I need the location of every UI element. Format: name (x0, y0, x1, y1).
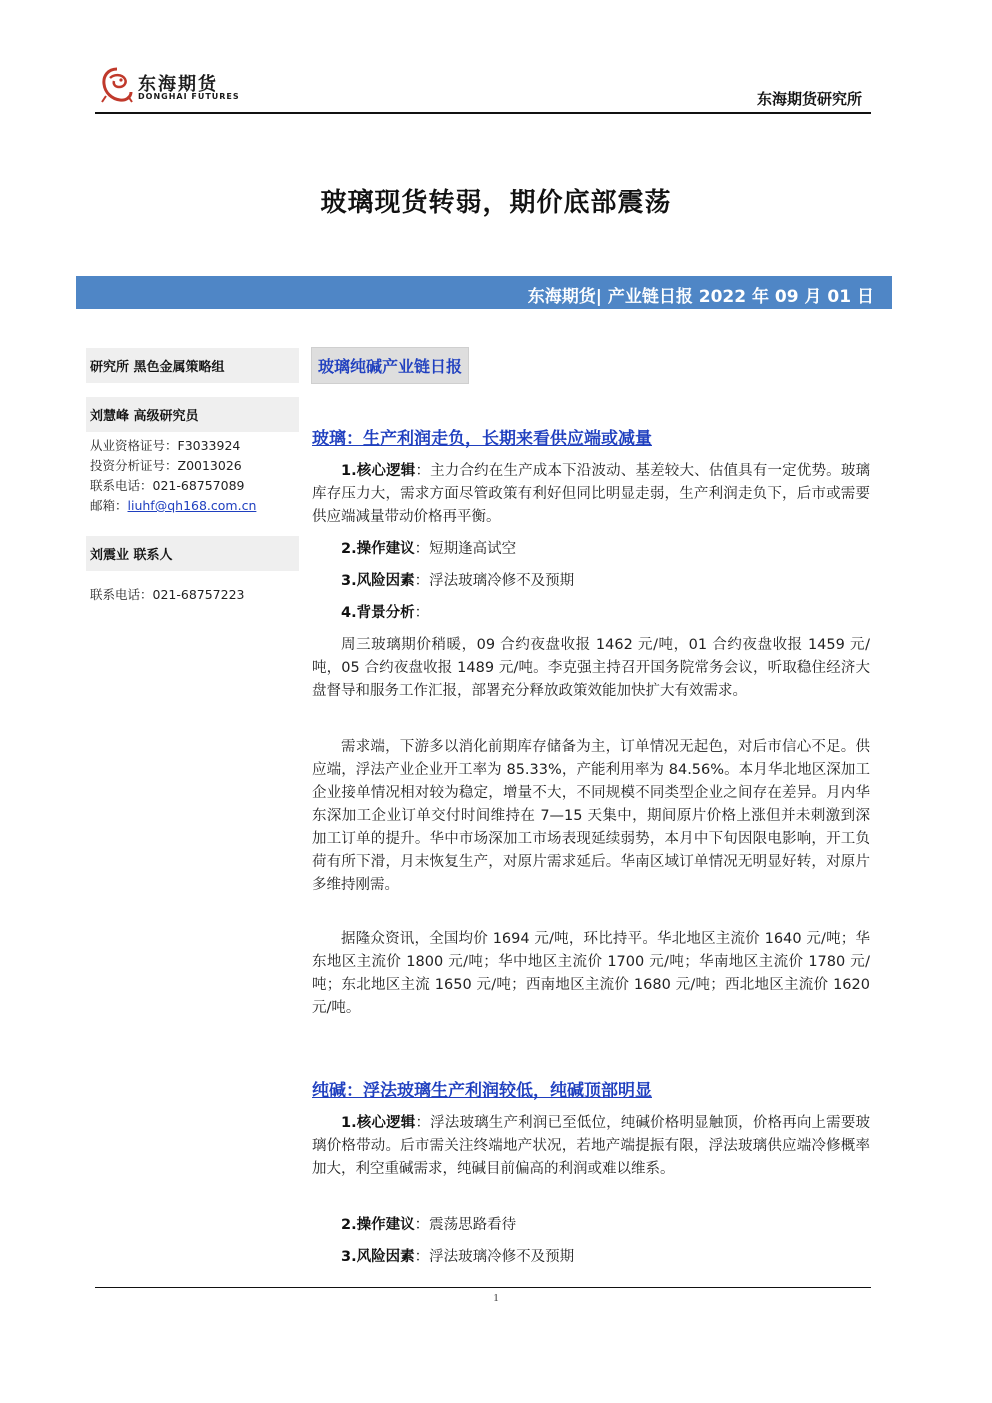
advice-text: ：短期逢高试空 (414, 541, 517, 557)
core-logic-label: 1.核心逻辑 (341, 463, 416, 479)
report-type-tag: 玻璃纯碱产业链日报 (311, 347, 469, 384)
glass-operation-advice (312, 538, 870, 561)
glass-background-para-1: 周三玻璃期价稍暖，09 合约夜盘收报 1462 元/吨，01 合约夜盘收报 1459 元/吨，05 合约夜盘收报 1489 元/吨。李克强主持召开国务院常务会议，听取稳住经济大盘督导和服务工作汇报，部署充分释放政策效能加快扩大有效需求。 (312, 637, 870, 699)
soda-core-logic-text: ：浮法玻璃生产利润已至低位，纯碱价格明显触顶，价格再向上需要玻璃价格带动。后市需关注终端地产状况，若地产端提振有限，浮法玻璃供应端冷修概率加大，利空重碱需求，纯碱目前偏高的利润或难以维系。 (312, 1115, 870, 1177)
report-banner (76, 276, 892, 309)
email-label: 邮箱： (90, 498, 128, 513)
glass-section-title[interactable]: 玻璃：生产利润走负，长期来看供应端或减量 (312, 429, 652, 449)
risk-text: ：浮法玻璃冷修不及预期 (414, 573, 575, 589)
investment-analysis-number: 投资分析证号：Z0013026 (90, 458, 242, 473)
logo-english-text: DONGHAI FUTURES (138, 92, 240, 101)
soda-section-title[interactable]: 纯碱：浮法玻璃生产利润较低，纯碱顶部明显 (312, 1081, 652, 1101)
research-group: 研究所 黑色金属策略组 (86, 348, 299, 383)
page-title: 玻璃现货转弱，期价底部震荡 (320, 188, 672, 218)
soda-risk-label: 3.风险因素 (341, 1249, 415, 1265)
glass-background-heading (312, 602, 870, 625)
contact-phone: 联系电话：021-68757223 (90, 587, 245, 602)
footer-divider (95, 1287, 871, 1288)
header-divider (95, 112, 871, 114)
qualification-number: 从业资格证号：F3033924 (90, 438, 241, 453)
email-link[interactable]: liuhf@qh168.com.cn (127, 498, 257, 513)
institute-name: 东海期货研究所 (756, 90, 862, 108)
soda-risk-text: ：浮法玻璃冷修不及预期 (414, 1249, 575, 1265)
risk-label: 3.风险因素 (341, 573, 415, 589)
contact-name-title: 刘震业 联系人 (86, 536, 299, 571)
glass-risk-factors (312, 570, 870, 593)
analyst-name-title: 刘慧峰 高级研究员 (86, 397, 299, 432)
analyst-contact (86, 436, 299, 516)
advice-label: 2.操作建议 (341, 541, 415, 557)
email-row (90, 496, 295, 516)
soda-core-logic (312, 1112, 870, 1181)
phone-number: 联系电话：021-68757089 (90, 478, 245, 493)
soda-advice-label: 2.操作建议 (341, 1217, 415, 1233)
background-colon: ： (414, 605, 430, 621)
company-logo (100, 64, 240, 110)
author-sidebar (86, 348, 299, 605)
glass-core-logic (312, 460, 870, 529)
banner-text: 东海期货| 产业链日报 2022 年 09 月 01 日 (527, 287, 874, 307)
soda-operation-advice (312, 1214, 870, 1237)
dragon-logo-icon (100, 66, 134, 104)
core-logic-text: ：主力合约在生产成本下沿波动、基差较大、估值具有一定优势。玻璃库存压力大，需求方面尽管政策有利好但同比明显走弱，生产利润走负下，后市或需要供应端减量带动价格再平衡。 (312, 463, 870, 525)
soda-advice-text: ：震荡思路看待 (414, 1217, 517, 1233)
logo-chinese-text: 东海期货 (138, 74, 218, 95)
glass-background-para-2: 需求端，下游多以消化前期库存储备为主，订单情况无起色，对后市信心不足。供应端，浮法产业企业开工率为 85.33%，产能利用率为 84.56%。本月华北地区深加工企业接单情况相对较为稳定，增量不大，不同规模不同类型企业之间存在差异。月内华东深加工企业订单交付时间维持在 7—15 天集中，期间原片价格上涨但并未刺激到深加工订单的提升。华中市场深加工市场表现延续弱势，本月中下旬因限电影响，开工负荷有所下滑，月末恢复生产，对原片需求延后。华南区域订单情况无明显好转，对原片多维持刚需。 (312, 739, 870, 893)
glass-background-para-3: 据隆众资讯，全国均价 1694 元/吨，环比持平。华北地区主流价 1640 元/吨；华东地区主流价 1800 元/吨；华中地区主流价 1700 元/吨；华南地区主流价 1780 元/吨；东北地区主流 1650 元/吨；西南地区主流价 1680 元/吨；西北地区主流价 1620 元/吨。 (312, 931, 870, 1016)
background-label: 4.背景分析 (341, 605, 415, 621)
soda-risk-factors (312, 1246, 870, 1269)
page-number: 1 (493, 1292, 499, 1304)
soda-core-logic-label: 1.核心逻辑 (341, 1115, 416, 1131)
